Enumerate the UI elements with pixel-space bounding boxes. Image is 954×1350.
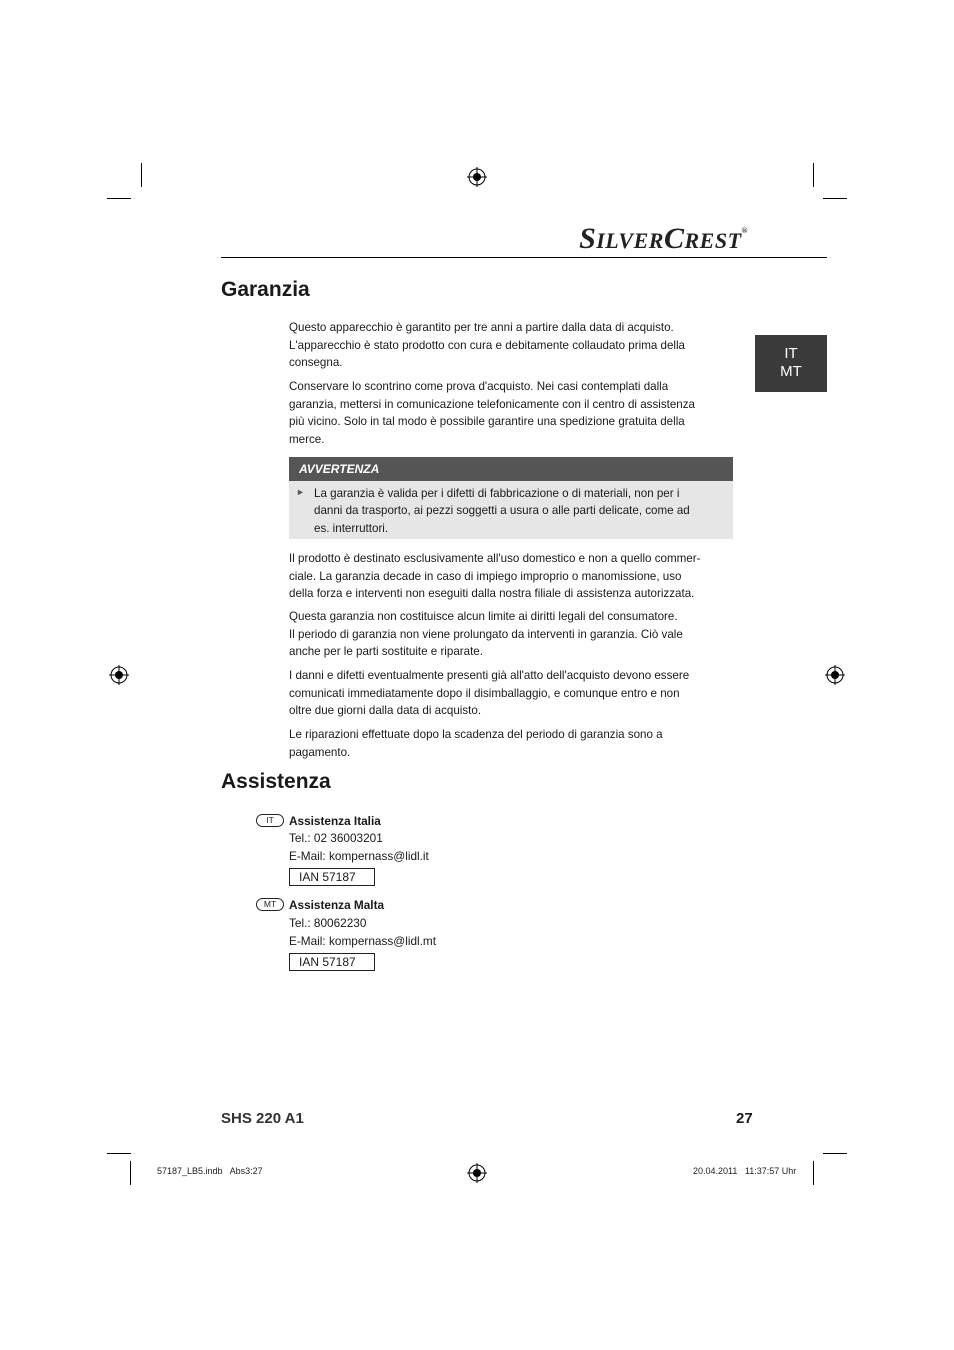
section-title-assistenza: Assistenza	[221, 770, 331, 793]
arrow-right-icon: ►	[296, 487, 305, 497]
language-tab	[755, 335, 827, 392]
paragraph: Conservare lo scontrino come prova d'acquisto. Nei casi contemplati dalla garanzia, mettersi in comunicazione telefonicamente con il centro di assistenza più vicino. Solo in tal modo è possibile garantire una spedizione gratuita della merce.	[289, 380, 695, 446]
service-phone: Tel.: 02 36003201	[289, 831, 383, 845]
ian-box: IAN 57187	[289, 953, 375, 971]
registration-mark-icon	[825, 665, 845, 685]
crop-mark	[823, 198, 847, 199]
registration-mark-icon	[467, 167, 487, 187]
crop-mark	[813, 1161, 814, 1185]
crop-mark	[141, 163, 142, 187]
language-code: IT	[784, 345, 798, 362]
print-slug-date: 20.04.2011 11:37:57 Uhr	[693, 1166, 797, 1176]
service-email: E-Mail: kompernass@lidl.mt	[289, 934, 437, 948]
language-code: MT	[780, 363, 802, 380]
paragraph: Le riparazioni effettuate dopo la scadenza del periodo di garanzia sono a pagamento.	[289, 728, 663, 759]
print-slug-file: 57187_LB5.indb Abs3:27	[157, 1166, 263, 1176]
footer-model: SHS 220 A1	[221, 1110, 304, 1127]
service-email: E-Mail: kompernass@lidl.it	[289, 849, 429, 863]
crop-mark	[107, 198, 131, 199]
country-badge-it: IT	[256, 814, 284, 827]
crop-mark	[823, 1153, 847, 1154]
country-badge-mt: MT	[256, 898, 284, 911]
service-phone: Tel.: 80062230	[289, 916, 367, 930]
paragraph: I danni e difetti eventualmente presenti già all'atto dell'acquisto devono essere comunicati immediatamente dopo il disimballaggio, e comunque entro e non oltre due giorni dalla data di acquisto.	[289, 669, 690, 718]
warning-header: AVVERTENZA	[289, 457, 733, 481]
service-name: Assistenza Malta	[289, 898, 385, 912]
crop-mark	[813, 163, 814, 187]
crop-mark	[130, 1161, 131, 1185]
page-number: 27	[736, 1110, 753, 1127]
registration-mark-icon	[109, 665, 129, 685]
paragraph: Questa garanzia non costituisce alcun limite ai diritti legali del consumatore. Il periodo di garanzia non viene prolungato da interventi in garanzia. Ciò vale anche per le parti sostituite e riparate.	[289, 610, 683, 659]
silvercrest-logo: SILVERCREST®	[579, 222, 748, 255]
header-rule	[221, 257, 827, 258]
registration-mark-icon	[467, 1163, 487, 1183]
paragraph: Il prodotto è destinato esclusivamente all'uso domestico e non a quello commer- ciale. La garanzia decade in caso di impiego improprio o manomissione, uso della forza e interventi non eseguiti dalla nostra filiale di assistenza autorizzata.	[289, 552, 701, 601]
paragraph: Questo apparecchio è garantito per tre anni a partire dalla data di acquisto. L'apparecchio è stato prodotto con cura e debitamente collaudato prima della consegna.	[289, 321, 686, 370]
service-name: Assistenza Italia	[289, 814, 381, 828]
section-title-garanzia: Garanzia	[221, 278, 310, 301]
ian-box: IAN 57187	[289, 868, 375, 886]
crop-mark	[107, 1153, 131, 1154]
warning-text: La garanzia è valida per i difetti di fabbricazione o di materiali, non per i danni da trasporto, ai pezzi soggetti a usura o alle parti delicate, come ad es. interruttori.	[314, 487, 690, 535]
